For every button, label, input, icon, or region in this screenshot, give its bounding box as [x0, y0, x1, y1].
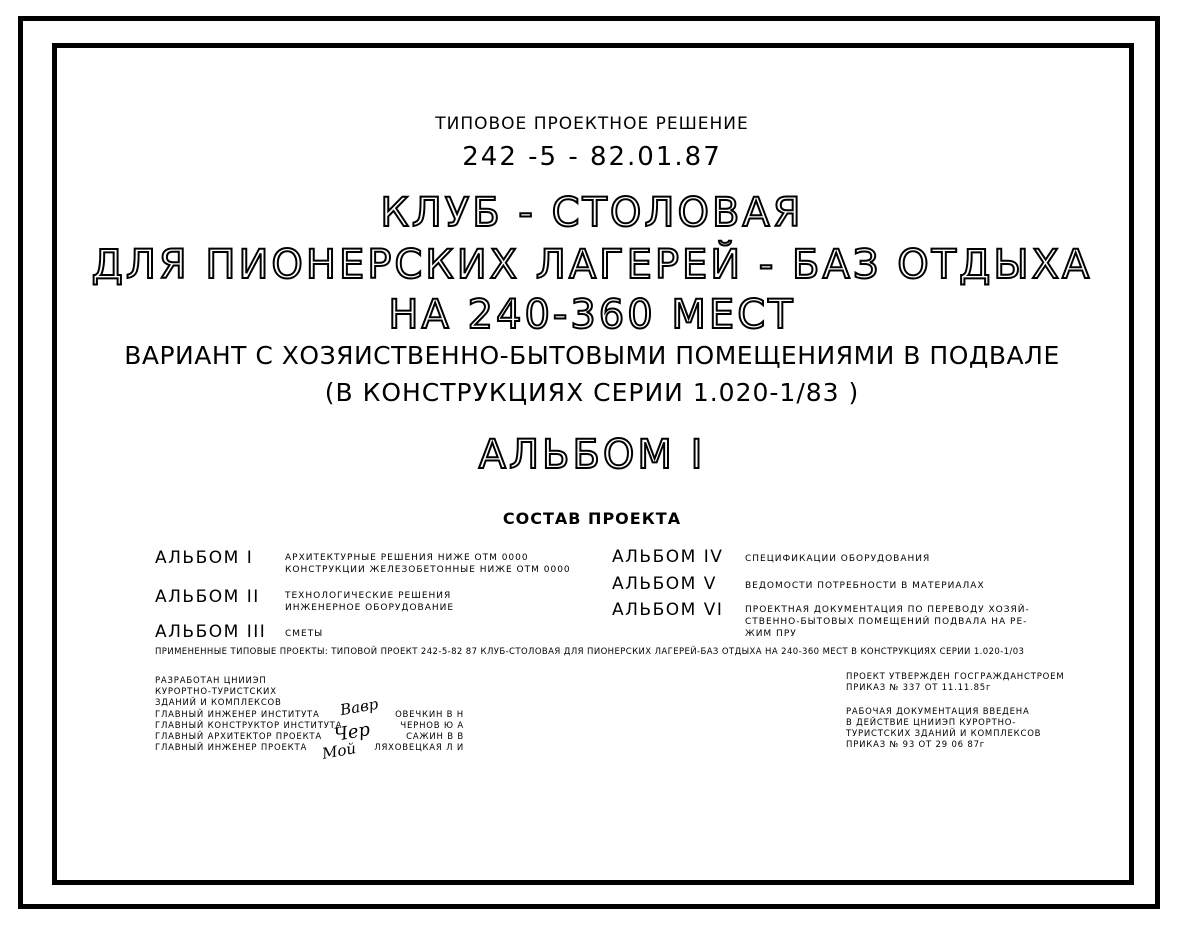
album-1-desc-line1: АРХИТЕКТУРНЫЕ РЕШЕНИЯ НИЖЕ ОТМ 0000	[285, 553, 529, 563]
album-6-desc-line2: СТВЕННО-БЫТОВЫХ ПОМЕЩЕНИЙ ПОДВАЛА НА РЕ-	[745, 617, 1028, 627]
document-code: 242 -5 - 82.01.87	[462, 142, 722, 172]
enactment-line3: ТУРИСТСКИХ ЗДАНИЙ И КОМПЛЕКСОВ	[846, 729, 1042, 739]
title-series: (В КОНСТРУКЦИЯХ СЕРИИ 1.020-1/83 )	[324, 378, 860, 407]
document-kind: ТИПОВОЕ ПРОЕКТНОЕ РЕШЕНИЕ	[435, 114, 749, 134]
enactment-line4: ПРИКАЗ № 93 ОТ 29 06 87г	[846, 740, 986, 750]
album-3-name: АЛЬБОМ III	[155, 622, 267, 642]
album-title: АЛЬБОМ I	[478, 432, 706, 478]
staff-role-3: ГЛАВНЫЙ АРХИТЕКТОР ПРОЕКТА	[155, 732, 323, 742]
approval-line2: ПРИКАЗ № 337 ОТ 11.11.85г	[846, 683, 992, 693]
staff-roles	[155, 710, 342, 754]
staff-role-2: ГЛАВНЫЙ КОНСТРУКТОР ИНСТИТУТА	[155, 721, 343, 731]
developer-line2: КУРОРТНО-ТУРИСТСКИХ	[155, 687, 277, 697]
signature-1: Вавр	[338, 694, 380, 720]
approval-block	[846, 672, 1064, 694]
staff-name-3: САЖИН В В	[406, 732, 464, 742]
album-5-desc: ВЕДОМОСТИ ПОТРЕБНОСТИ В МАТЕРИАЛАХ	[745, 581, 985, 591]
staff-name-4: ЛЯХОВЕЦКАЯ Л И	[374, 743, 464, 753]
album-1-desc-line2: КОНСТРУКЦИИ ЖЕЛЕЗОБЕТОННЫЕ НИЖЕ ОТМ 0000	[285, 565, 571, 575]
applied-projects: ПРИМЕНЕННЫЕ ТИПОВЫЕ ПРОЕКТЫ: ТИПОВОЙ ПРОЕКТ 242-5-82 87 КЛУБ-СТОЛОВАЯ ДЛЯ ПИОНЕРСКИХ ЛАГЕРЕЙ-БАЗ ОТДЫХА НА 240-360 МЕСТ В КОНСТРУКЦИЯХ СЕРИИ 1.020-1/03	[155, 647, 1025, 657]
album-4-desc: СПЕЦИФИКАЦИИ ОБОРУДОВАНИЯ	[745, 554, 931, 564]
album-6-name: АЛЬБОМ VI	[612, 600, 724, 620]
album-6-desc	[745, 604, 1030, 640]
staff-role-1: ГЛАВНЫЙ ИНЖЕНЕР ИНСТИТУТА	[155, 710, 320, 720]
enactment-block	[846, 707, 1041, 751]
album-3-desc: СМЕТЫ	[285, 629, 324, 639]
album-2-desc-line2: ИНЖЕНЕРНОЕ ОБОРУДОВАНИЕ	[285, 603, 455, 613]
staff-name-2: ЧЕРНОВ Ю А	[400, 721, 464, 731]
staff-role-4: ГЛАВНЫЙ ИНЖЕНЕР ПРОЕКТА	[155, 743, 308, 753]
approval-line1: ПРОЕКТ УТВЕРЖДЕН ГОСГРАЖДАНСТРОЕМ	[846, 672, 1065, 682]
album-2-desc	[285, 590, 454, 614]
developer-line3: ЗДАНИЙ И КОМПЛЕКСОВ	[155, 698, 282, 708]
developer-block	[155, 676, 282, 709]
developer-line1: РАЗРАБОТАН ЦНИИЭП	[155, 676, 267, 686]
signature-2: Чер	[332, 719, 372, 746]
album-5-name: АЛЬБОМ V	[612, 574, 717, 594]
album-1-name: АЛЬБОМ I	[155, 548, 254, 568]
album-6-desc-line1: ПРОЕКТНАЯ ДОКУМЕНТАЦИЯ ПО ПЕРЕВОДУ ХОЗЯЙ-	[745, 605, 1030, 615]
album-2-name: АЛЬБОМ II	[155, 587, 260, 607]
composition-heading: СОСТАВ ПРОЕКТА	[502, 509, 682, 528]
enactment-line1: РАБОЧАЯ ДОКУМЕНТАЦИЯ ВВЕДЕНА	[846, 707, 1030, 717]
title-variant: ВАРИАНТ С ХОЗЯИСТВЕННО-БЫТОВЫМИ ПОМЕЩЕНИЯМИ В ПОДВАЛЕ	[124, 341, 1060, 370]
enactment-line2: В ДЕЙСТВИЕ ЦНИИЭП КУРОРТНО-	[846, 718, 1017, 728]
album-4-name: АЛЬБОМ IV	[612, 547, 724, 567]
album-1-desc	[285, 552, 571, 576]
album-2-desc-line1: ТЕХНОЛОГИЧЕСКИЕ РЕШЕНИЯ	[285, 591, 452, 601]
staff-name-1: ОВЕЧКИН В Н	[395, 710, 464, 720]
album-6-desc-line3: ЖИМ ПРУ	[745, 629, 797, 639]
title-line-2: ДЛЯ ПИОНЕРСКИХ ЛАГЕРЕЙ - БАЗ ОТДЫХА	[91, 242, 1093, 288]
title-line-1: КЛУБ - СТОЛОВАЯ	[380, 190, 804, 236]
staff-names	[368, 710, 464, 754]
signature-3: Мой	[320, 739, 358, 763]
title-line-3: НА 240-360 МЕСТ	[388, 292, 796, 338]
